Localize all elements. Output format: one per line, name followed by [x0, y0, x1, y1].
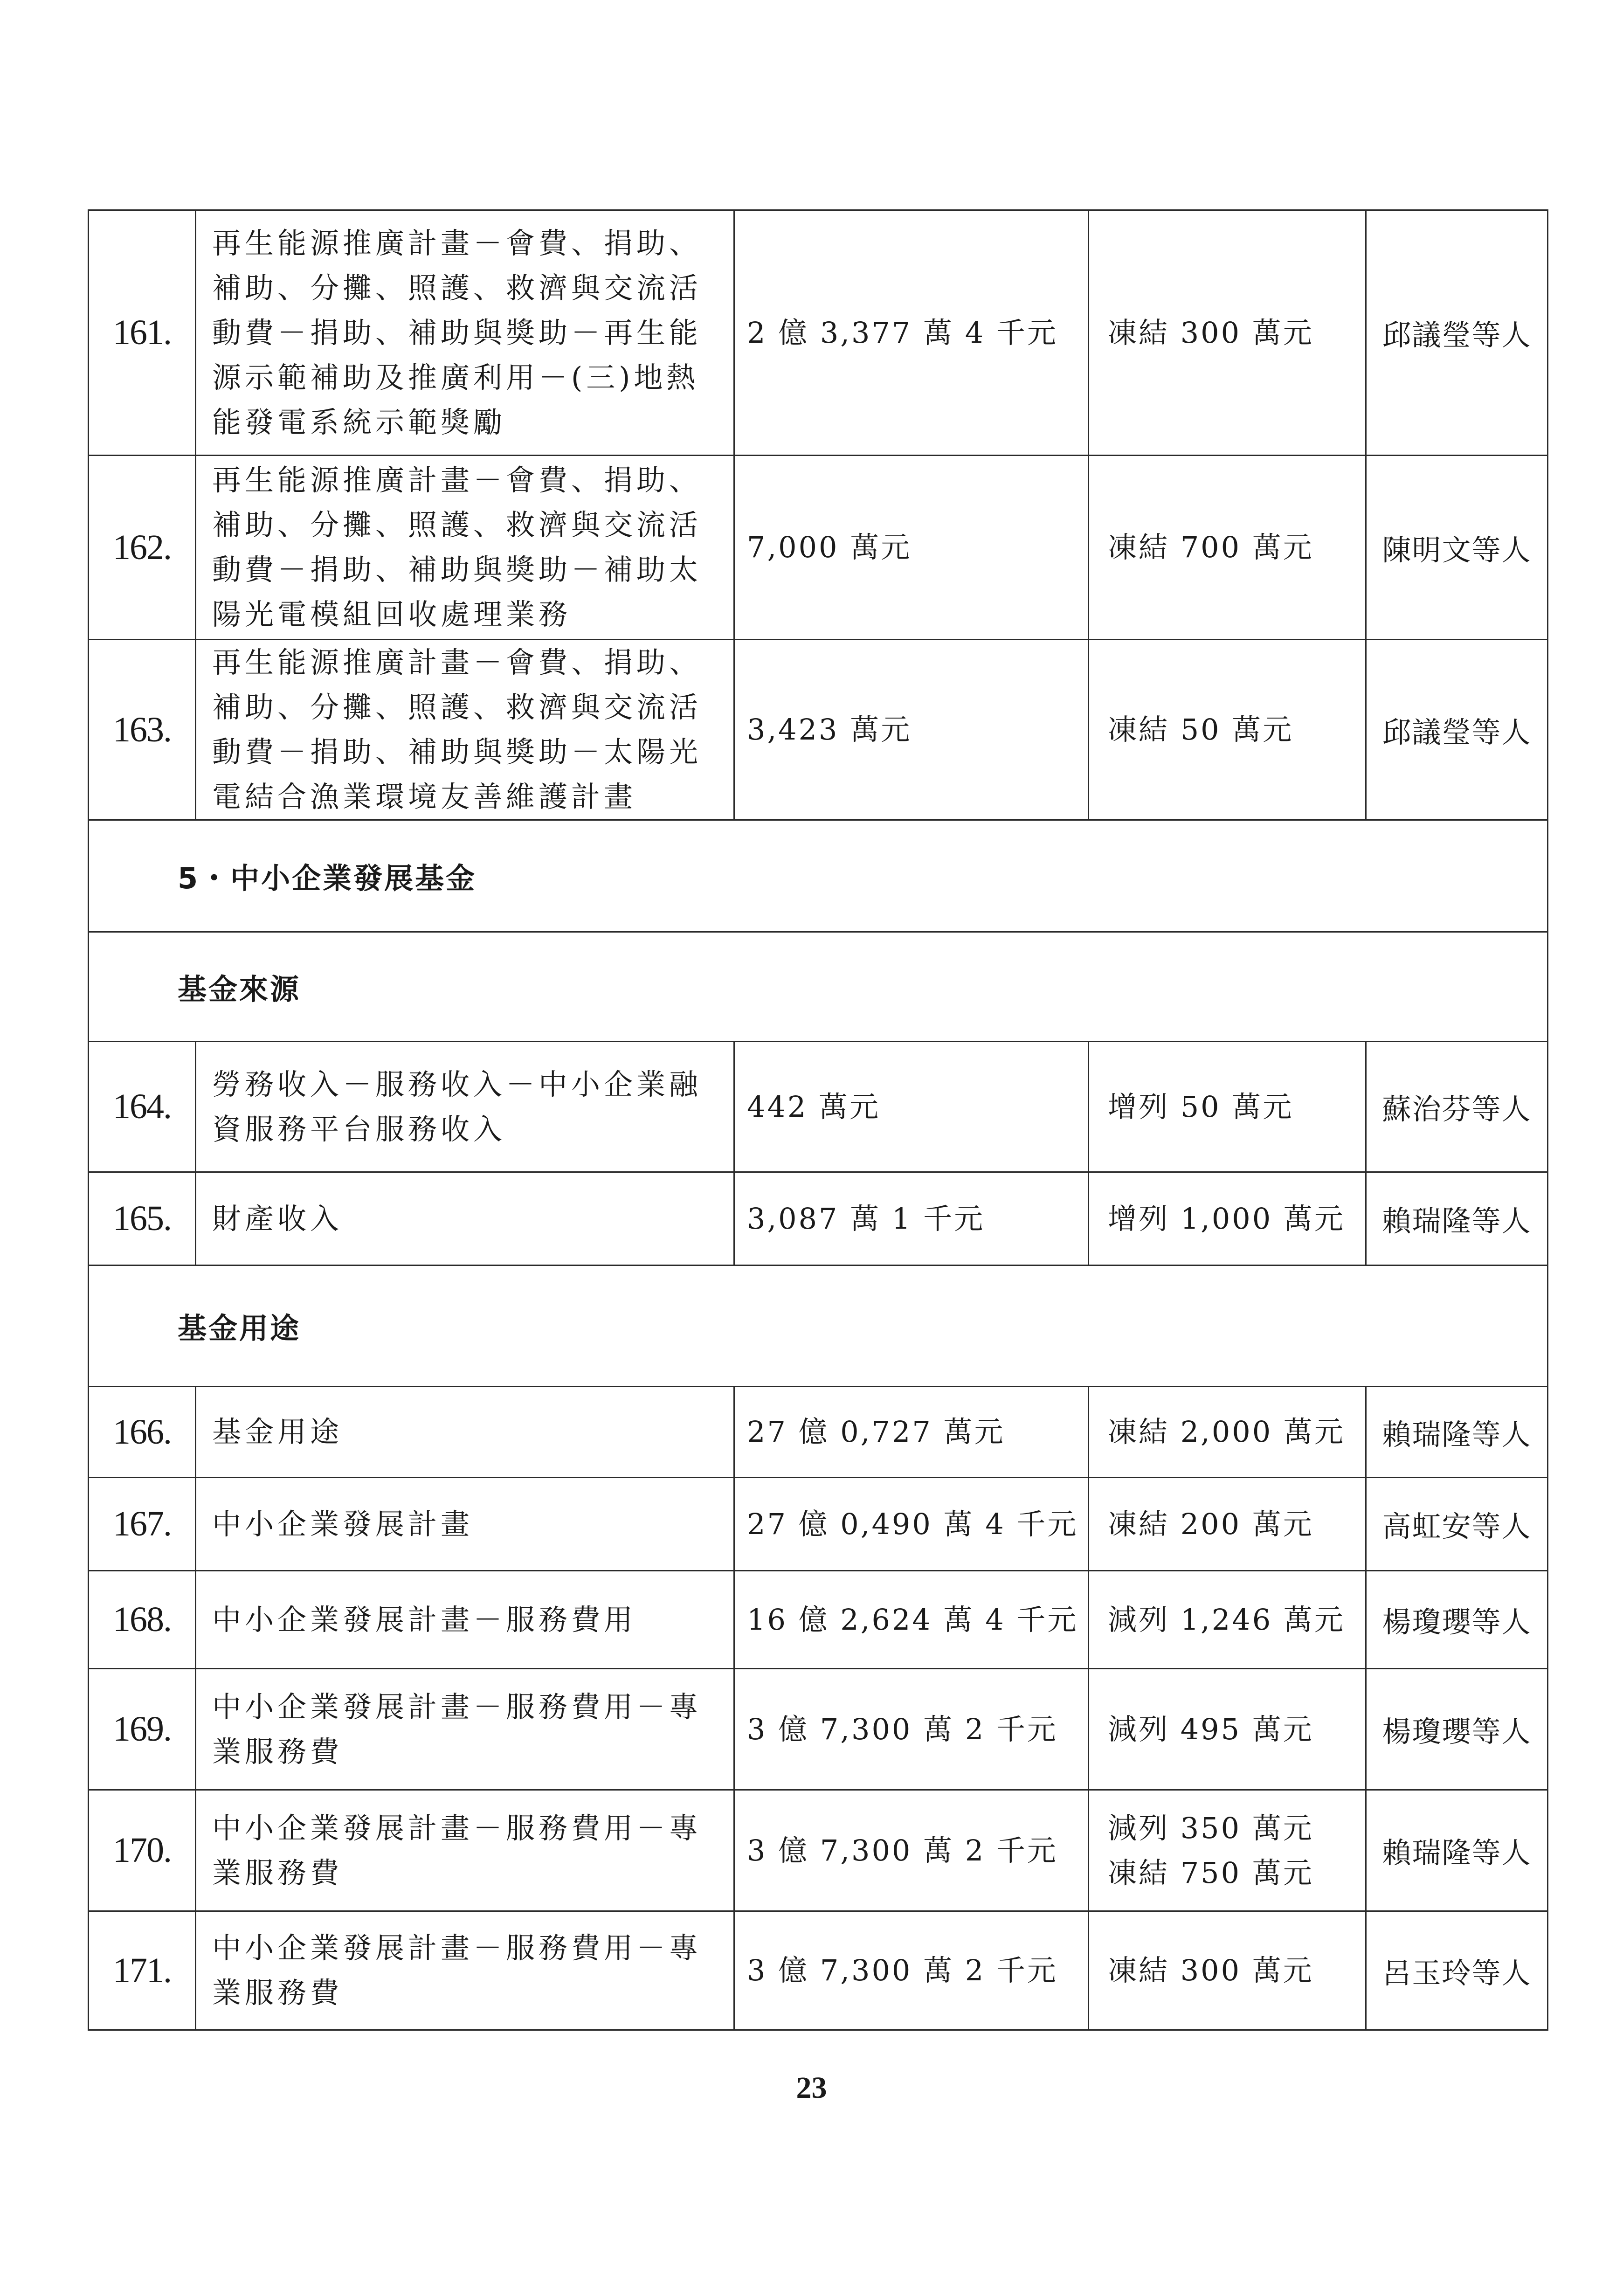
page-number: 23 [796, 2071, 827, 2105]
proposer: 高虹安等人 [1366, 1478, 1548, 1571]
proposer: 賴瑞隆等人 [1366, 1387, 1548, 1478]
motion-action [1089, 1387, 1366, 1478]
motion-action [1089, 1571, 1366, 1669]
budget-amount: 442 萬元 [734, 1042, 1089, 1172]
budget-motion-table [88, 209, 1548, 2031]
budget-amount: 27 億 0,727 萬元 [734, 1387, 1089, 1478]
sources-heading: 基金來源 [89, 932, 1548, 1042]
budget-amount: 3,087 萬 1 千元 [734, 1172, 1089, 1266]
row-number: 168. [89, 1571, 196, 1669]
action-line: 凍結 200 萬元 [1108, 1507, 1314, 1541]
table-row [89, 1571, 1548, 1669]
proposer: 蘇治芬等人 [1366, 1042, 1548, 1172]
action-line: 減列 495 萬元 [1108, 1712, 1314, 1746]
proposer: 賴瑞隆等人 [1366, 1172, 1548, 1266]
row-number: 169. [89, 1669, 196, 1790]
table-row [89, 1911, 1548, 2030]
budget-amount: 7,000 萬元 [734, 456, 1089, 640]
action-line: 凍結 700 萬元 [1108, 530, 1314, 564]
proposer: 楊瓊瓔等人 [1366, 1571, 1548, 1669]
motion-action [1089, 1669, 1366, 1790]
table-row [89, 1042, 1548, 1172]
table-row [89, 210, 1548, 456]
section-title: 5・中小企業發展基金 [89, 820, 1548, 932]
proposer: 呂玉玲等人 [1366, 1911, 1548, 2030]
motion-action [1089, 1911, 1366, 2030]
action-line: 凍結 2,000 萬元 [1108, 1415, 1345, 1449]
motion-action [1089, 1172, 1366, 1266]
budget-item: 再生能源推廣計畫－會費、捐助、補助、分攤、照護、救濟與交流活動費－捐助、補助與獎助－補助太陽光電模組回收處理業務 [196, 456, 734, 640]
sources-heading-row [89, 932, 1548, 1042]
row-number: 170. [89, 1790, 196, 1911]
budget-amount: 16 億 2,624 萬 4 千元 [734, 1571, 1089, 1669]
motion-action [1089, 640, 1366, 820]
table-row [89, 1478, 1548, 1571]
row-number: 166. [89, 1387, 196, 1478]
budget-item: 中小企業發展計畫－服務費用－專業服務費 [196, 1669, 734, 1790]
action-line: 增列 1,000 萬元 [1108, 1201, 1345, 1236]
row-number: 171. [89, 1911, 196, 2030]
budget-item: 基金用途 [196, 1387, 734, 1478]
action-line: 減列 1,246 萬元 [1108, 1602, 1345, 1637]
motion-action [1089, 456, 1366, 640]
motion-action [1089, 1790, 1366, 1911]
table-row [89, 640, 1548, 820]
uses-heading: 基金用途 [89, 1266, 1548, 1387]
table-row [89, 1387, 1548, 1478]
motion-action [1089, 1478, 1366, 1571]
proposer: 邱議瑩等人 [1366, 640, 1548, 820]
proposer: 陳明文等人 [1366, 456, 1548, 640]
action-line: 凍結 50 萬元 [1108, 712, 1294, 747]
table-row [89, 456, 1548, 640]
budget-amount: 3 億 7,300 萬 2 千元 [734, 1911, 1089, 2030]
budget-amount: 3 億 7,300 萬 2 千元 [734, 1790, 1089, 1911]
budget-item: 再生能源推廣計畫－會費、捐助、補助、分攤、照護、救濟與交流活動費－捐助、補助與獎助－再生能源示範補助及推廣利用－(三)地熱能發電系統示範獎勵 [196, 210, 734, 456]
budget-item: 中小企業發展計畫－服務費用－專業服務費 [196, 1911, 734, 2030]
proposer: 賴瑞隆等人 [1366, 1790, 1548, 1911]
budget-item: 再生能源推廣計畫－會費、捐助、補助、分攤、照護、救濟與交流活動費－捐助、補助與獎助－太陽光電結合漁業環境友善維護計畫 [196, 640, 734, 820]
table-row [89, 1669, 1548, 1790]
action-line: 凍結 300 萬元 [1108, 315, 1314, 350]
row-number: 161. [89, 210, 196, 456]
action-line: 增列 50 萬元 [1108, 1089, 1294, 1124]
budget-amount: 3,423 萬元 [734, 640, 1089, 820]
uses-heading-row [89, 1266, 1548, 1387]
budget-item: 中小企業發展計畫 [196, 1478, 734, 1571]
row-number: 163. [89, 640, 196, 820]
table-row [89, 1172, 1548, 1266]
budget-amount: 3 億 7,300 萬 2 千元 [734, 1669, 1089, 1790]
budget-amount: 2 億 3,377 萬 4 千元 [734, 210, 1089, 456]
budget-item: 中小企業發展計畫－服務費用－專業服務費 [196, 1790, 734, 1911]
motion-action [1089, 210, 1366, 456]
action-line: 凍結 750 萬元 [1108, 1855, 1314, 1890]
row-number: 165. [89, 1172, 196, 1266]
table-row [89, 1790, 1548, 1911]
row-number: 167. [89, 1478, 196, 1571]
budget-item: 勞務收入－服務收入－中小企業融資服務平台服務收入 [196, 1042, 734, 1172]
budget-item: 中小企業發展計畫－服務費用 [196, 1571, 734, 1669]
row-number: 162. [89, 456, 196, 640]
row-number: 164. [89, 1042, 196, 1172]
action-line: 凍結 300 萬元 [1108, 1953, 1314, 1987]
proposer: 邱議瑩等人 [1366, 210, 1548, 456]
proposer: 楊瓊瓔等人 [1366, 1669, 1548, 1790]
budget-amount: 27 億 0,490 萬 4 千元 [734, 1478, 1089, 1571]
budget-item: 財產收入 [196, 1172, 734, 1266]
action-line: 減列 350 萬元 [1108, 1811, 1314, 1845]
section-title-row [89, 820, 1548, 932]
motion-action [1089, 1042, 1366, 1172]
